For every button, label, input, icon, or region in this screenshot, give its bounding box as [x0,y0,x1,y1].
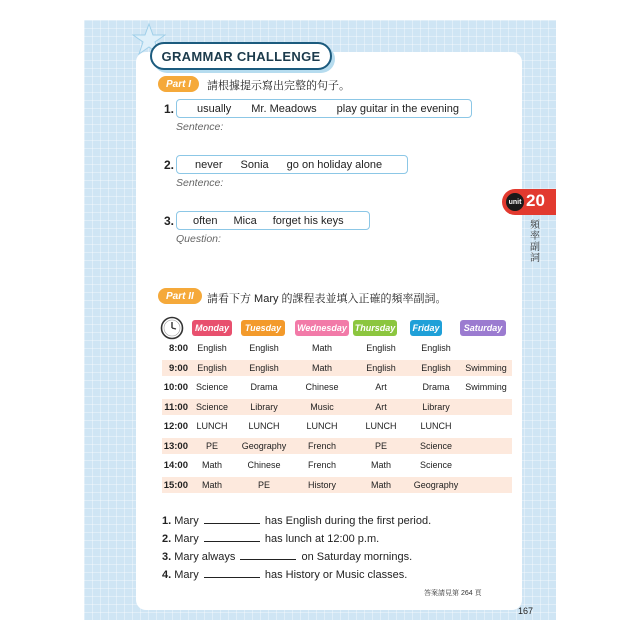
timetable-cell: Science [195,401,229,412]
prompt-word: never [195,158,223,171]
timetable-time: 11:00 [164,401,188,413]
timetable-cell: Swimming [465,382,507,392]
fill-question [162,568,407,581]
answer-blank[interactable] [204,568,260,578]
timetable-cell: Art [375,401,387,412]
timetable-cell: LUNCH [306,421,338,431]
fill-question-after: on Saturday mornings. [301,551,413,563]
question-number: 1. [164,102,175,116]
unit-subtitle: 頻率副詞 [530,220,540,264]
fill-question [162,532,379,545]
fill-question-number: 4. [162,569,172,581]
timetable-cell: Math [370,460,391,470]
page-title: GRAMMAR CHALLENGE [150,42,332,70]
fill-question [162,514,431,527]
prompt-word: play guitar in the evening [336,102,459,115]
day-header-friday: Friday [410,320,442,336]
timetable-time: 10:00 [163,382,188,393]
answer-prompt-label: Sentence: [176,177,224,189]
timetable-cell: LUNCH [248,421,280,431]
answer-blank[interactable] [204,514,260,524]
timetable-cell: Music [310,401,334,412]
timetable-cell: PE [205,440,218,451]
timetable-cell: English [249,362,279,373]
timetable-cell: Science [195,382,229,392]
timetable-cell: PE [257,479,270,490]
fill-question-number: 3. [162,551,172,563]
timetable-cell: French [307,460,336,470]
timetable-cell: English [366,343,396,353]
timetable-cell: Drama [250,382,278,392]
prompt-word: Mr. Meadows [251,102,317,115]
timetable-cell: English [249,343,279,353]
timetable-cell: French [307,440,336,451]
day-header-saturday: Saturday [460,320,506,336]
fill-question-before: Mary always [174,551,236,563]
page-number: 167 [518,606,534,616]
prompt-word: go on holiday alone [286,158,383,171]
timetable-cell: Math [311,362,332,373]
timetable-cell: Geography [241,440,287,451]
timetable-cell: LUNCH [196,421,228,431]
prompt-box [176,155,408,174]
unit-number: 20 [526,191,545,210]
part1-badge: Part I [158,76,199,92]
fill-question-after: has lunch at 12:00 p.m. [264,533,380,545]
timetable-cell: Art [375,382,387,392]
timetable-cell: Library [422,401,450,412]
day-header-monday: Monday [192,320,232,336]
question-number: 2. [164,158,175,172]
timetable-cell: Chinese [305,382,339,392]
timetable-cell: Library [250,401,278,412]
timetable-time: 8:00 [168,343,188,354]
timetable-cell: English [421,343,451,353]
timetable-cell: Drama [422,382,450,392]
answer-blank[interactable] [204,532,260,542]
timetable-cell: LUNCH [420,421,452,431]
timetable-cell: English [197,343,227,353]
fill-question-after: has History or Music classes. [264,569,408,581]
prompt-word: Sonia [240,158,269,171]
fill-question-number: 1. [162,515,172,527]
prompt-word: usually [197,102,232,115]
timetable-time: 9:00 [168,362,188,374]
answer-reference-note: 答案請見第 264 頁 [424,590,482,597]
prompt-box [176,99,472,118]
answer-blank[interactable] [240,550,296,560]
unit-badge: unit [506,193,524,211]
timetable-time: 13:00 [163,440,188,452]
prompt-word: Mica [233,214,257,227]
fill-question-before: Mary [174,515,199,527]
part1-instruction: 請根據提示寫出完整的句子。 [207,80,350,92]
timetable-time: 15:00 [163,479,188,491]
fill-question [162,550,412,563]
timetable-cell: History [307,479,336,490]
timetable-cell: Geography [413,479,459,490]
prompt-word: forget his keys [272,214,344,227]
fill-question-before: Mary [174,569,199,581]
timetable-cell: Math [370,479,391,490]
timetable-time: 12:00 [163,421,188,432]
question-number: 3. [164,214,175,228]
day-header-tuesday: Tuesday [241,320,285,336]
timetable-cell: LUNCH [365,421,397,431]
fill-question-before: Mary [174,533,199,545]
timetable-cell: Math [311,343,332,353]
part2-badge: Part II [158,288,202,304]
timetable-cell: PE [374,440,387,451]
timetable-cell: Science [419,440,453,451]
clock-icon [160,316,184,340]
timetable-cell: Swimming [465,362,507,373]
timetable-cell: Science [419,460,453,470]
part2-instruction: 請看下方 Mary 的課程表並填入正確的頻率副詞。 [207,293,447,305]
timetable-cell: Math [201,479,222,490]
fill-question-after: has English during the first period. [264,515,432,527]
timetable-cell: English [421,362,451,373]
timetable-cell: Math [201,460,222,470]
answer-prompt-label: Question: [176,233,221,245]
day-header-wednesday: Wednesday [295,320,349,336]
timetable-time: 14:00 [163,460,188,471]
timetable-cell: Chinese [247,460,281,470]
fill-question-number: 2. [162,533,172,545]
prompt-box [176,211,370,230]
answer-prompt-label: Sentence: [176,121,224,133]
day-header-thursday: Thursday [353,320,397,336]
prompt-word: often [193,214,218,227]
timetable-cell: English [366,362,396,373]
timetable-cell: English [197,362,227,373]
